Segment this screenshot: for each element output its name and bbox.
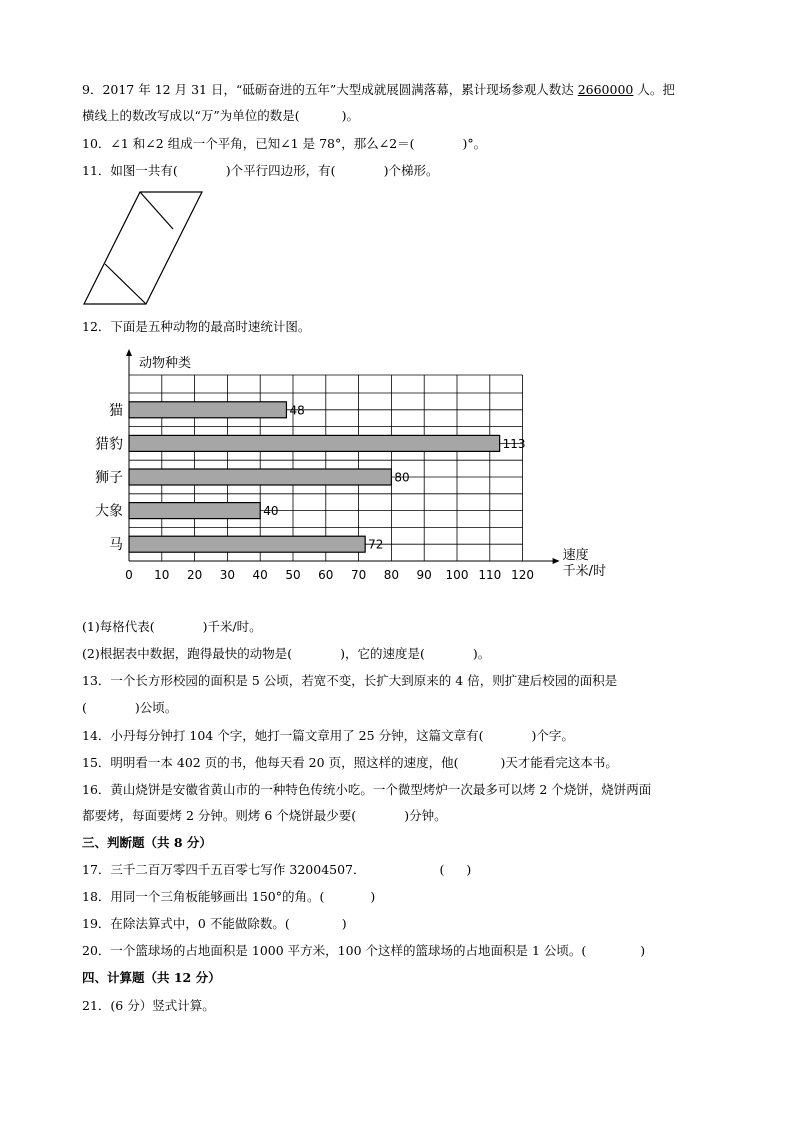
bar-value-label: 72	[368, 537, 384, 552]
q12-text: 12．下面是五种动物的最高时速统计图。	[82, 319, 311, 334]
question-16-line-2	[82, 808, 722, 824]
x-tick-label: 120	[511, 568, 535, 582]
x-tick-label: 0	[125, 568, 133, 582]
parallelogram-figure	[80, 188, 210, 310]
q13-line2-a: (	[82, 700, 87, 715]
parallelogram-outline	[84, 192, 202, 304]
bar-value-label: 80	[394, 470, 410, 485]
bar-value-label: 48	[289, 403, 305, 418]
bar-1	[129, 402, 286, 418]
q10-text-b: )°。	[462, 136, 487, 151]
q20-text-a: 20．一个篮球场的占地面积是 1000 平方米，100 个这样的篮球场的占地面积是 1 公顷。(	[82, 943, 587, 958]
question-13-line-2	[82, 700, 722, 716]
section-4-title: 四、计算题（共 12 分）	[82, 970, 221, 985]
q18-text-a: 18．用同一个三角板能够画出 150°的角。(	[82, 889, 325, 904]
q9-line2-end: )。	[341, 108, 360, 123]
x-tick-label: 60	[318, 568, 334, 582]
question-9-line-1	[82, 82, 722, 98]
question-11	[82, 163, 722, 179]
category-label: 狮子	[95, 470, 123, 486]
x-tick-label: 40	[252, 568, 268, 582]
q11-text-c: )个梯形。	[383, 163, 439, 178]
q9-text-b: 人。把	[633, 82, 675, 97]
q16-line1: 16．黄山烧饼是安徽省黄山市的一种特色传统小吃。一个微型烤炉一次最多可以烤 2 个烧饼，烧饼两面	[82, 782, 652, 797]
section-3-title: 三、判断题（共 8 分）	[82, 835, 212, 850]
bar-4	[129, 503, 260, 519]
x-tick-label: 90	[416, 568, 432, 582]
bar-value-label: 40	[263, 504, 279, 519]
q21-text: 21．(6 分）竖式计算。	[82, 998, 215, 1013]
x-axis-title-line1: 速度	[562, 548, 589, 563]
x-tick-label: 80	[383, 568, 400, 582]
q12-2-text-c: )。	[472, 646, 491, 661]
y-axis-title: 动物种类	[139, 356, 192, 371]
x-tick-label: 100	[445, 568, 469, 582]
q9-text-a: 9．2017 年 12 月 31 日，“砥砺奋进的五年”大型成就展圆满落幕，累计现场参观人数达	[82, 82, 578, 97]
question-10	[82, 136, 722, 152]
q20-text-b: )	[640, 943, 646, 958]
question-12-2	[82, 646, 722, 662]
bar-5	[129, 536, 365, 552]
x-axis-title-line2: 千米/时	[562, 564, 606, 579]
q17-paren-close: )	[466, 862, 472, 877]
question-12-1	[82, 619, 722, 635]
category-label: 猎豹	[95, 436, 123, 453]
x-axis-arrow	[553, 558, 560, 564]
question-13-line-1	[82, 673, 722, 689]
q16-line2-a: 都要烤，每面要烤 2 分钟。则烤 6 个烧饼最少要(	[82, 808, 357, 823]
question-18	[82, 889, 722, 905]
bar-value-label: 113	[502, 436, 526, 451]
question-21	[82, 998, 722, 1014]
q13-line2-b: )公顷。	[134, 700, 178, 715]
q17-text: 17．三千二百万零四千五百零七写作 32004507．	[82, 862, 366, 877]
q10-text-a: 10．∠1 和∠2 组成一个平角，已知∠1 是 78°，那么∠2＝(	[82, 136, 415, 151]
q9-line2-text: 横线上的数改写成以“万”为单位的数是(	[82, 108, 300, 123]
question-17	[82, 862, 722, 878]
q12-2-text-b: )，它的速度是(	[340, 646, 425, 661]
category-label: 猫	[109, 402, 123, 419]
category-label: 马	[109, 537, 123, 554]
question-14	[82, 728, 722, 744]
x-tick-label: 30	[219, 568, 236, 582]
q12-1-text-b: )千米/时。	[202, 619, 262, 634]
q19-text-b: )	[341, 916, 347, 931]
q13-line1: 13．一个长方形校园的面积是 5 公顷，若宽不变，长扩大到原来的 4 倍，则扩建后校园的面积是	[82, 673, 618, 688]
speed-bar-chart	[80, 345, 620, 605]
x-tick-label: 110	[478, 568, 502, 582]
q9-underlined-number: 2660000	[577, 82, 634, 97]
section-3-heading	[82, 835, 722, 851]
section-4-heading	[82, 970, 722, 986]
q12-1-text-a: (1)每格代表(	[82, 619, 155, 634]
q14-text-b: )个字。	[531, 728, 574, 743]
q15-text-b: )天才能看完这本书。	[500, 755, 618, 770]
y-axis-arrow	[126, 349, 132, 356]
question-9-line-2	[82, 108, 722, 124]
x-tick-label: 10	[154, 568, 170, 582]
question-12	[82, 319, 722, 335]
q15-text-a: 15．明明看一本 402 页的书，他每天看 20 页，照这样的速度，他(	[82, 755, 459, 770]
bar-2	[129, 435, 500, 451]
question-16-line-1	[82, 782, 722, 798]
figure-top-segment	[140, 192, 173, 229]
q12-2-text-a: (2)根据表中数据，跑得最快的动物是(	[82, 646, 293, 661]
x-tick-label: 70	[350, 568, 367, 582]
q16-line2-b: )分钟。	[404, 808, 447, 823]
x-tick-label: 50	[285, 568, 301, 582]
q19-text-a: 19．在除法算式中，0 不能做除数。(	[82, 916, 290, 931]
q14-text-a: 14．小丹每分钟打 104 个字，她打一篇文章用了 25 分钟，这篇文章有(	[82, 728, 484, 743]
x-tick-label: 20	[186, 568, 203, 582]
bar-3	[129, 469, 391, 485]
question-19	[82, 916, 722, 932]
question-15	[82, 755, 722, 771]
figure-bottom-segment	[105, 264, 146, 304]
q11-text-a: 11．如图一共有(	[82, 163, 178, 178]
q17-paren-open: (	[439, 862, 445, 877]
q18-text-b: )	[370, 889, 376, 904]
question-20	[82, 943, 722, 959]
category-label: 大象	[95, 503, 123, 520]
q11-text-b: )个平行四边形，有(	[225, 163, 336, 178]
